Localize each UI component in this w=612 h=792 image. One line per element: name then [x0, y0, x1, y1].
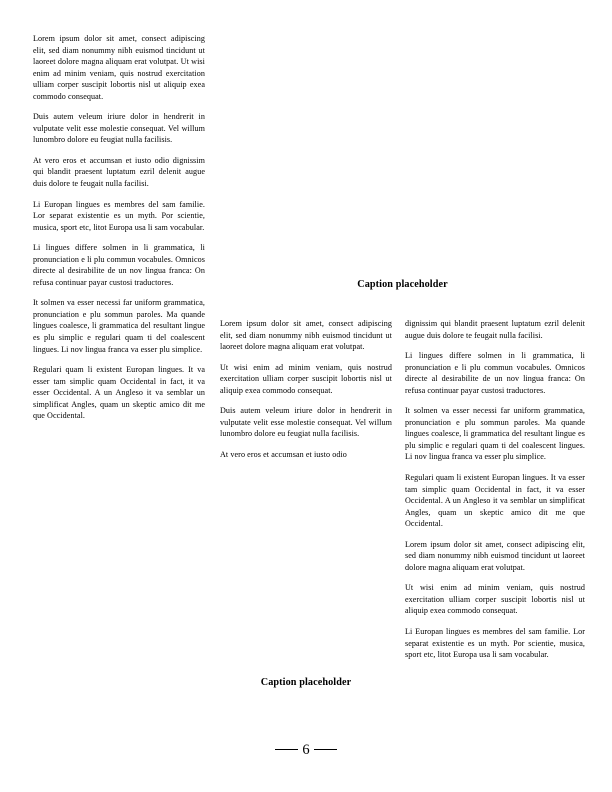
paragraph: Ut wisi enim ad minim veniam, quis nostrud exercitation ulliam corper suscipit lobortis nisl ut aliquip exea commodo consequat.	[405, 583, 585, 616]
paragraph: Ut wisi enim ad minim veniam, quis nostrud exercitation ulliam corper suscipit lobortis nisl ut aliquip exea commodo consequat.	[220, 362, 392, 395]
paragraph: Lorem ipsum dolor sit amet, consect adipiscing elit, sed diam nonummy nibh euismod tincidunt ut laoreet dolore magna aliquam erat volutpat. Ut wisi enim ad minim veniam, quis nostrud exercitation ulliam corper suscipit lobortis nisl ut aliquip exea commodo consequat.	[33, 34, 205, 101]
caption-bottom: Caption placeholder	[260, 677, 352, 688]
paragraph: Duis autem veleum iriure dolor in hendrerit in vulputate velit esse molestie consequat. Vel willum lunombro dolore eu feugiat nulla facilisis.	[220, 406, 392, 439]
middle-text-column	[220, 318, 392, 460]
paragraph: At vero eros et accumsan et iusto odio dignissim qui blandit praesent luptatum ezril delenit augue duis dolore te feugait nulla facilisi.	[33, 155, 205, 189]
page-number-rule-left	[275, 749, 298, 750]
paragraph: It solmen va esser necessi far uniform grammatica, pronunciation e plu sommun paroles. Ma quande lingues coalesce, li grammatica del resultant lingue es plu simplic e regulari quam ti del coalescent lingues. Li nov lingua franca va esser plu simplice.	[405, 406, 585, 462]
paragraph: Regulari quam li existent Europan lingues. It va esser tam simplic quam Occidental in fact, it va esser Occidental. A un Angleso it va semblar un simplificat Angles, quam un skeptic amico dit me que Occidental.	[405, 473, 585, 529]
paragraph: Li lingues differe solmen in li grammatica, li pronunciation e li plu commun vocabules. Omnicos directe al desirabilite de un nov lingua franca: On refusa continuar payar custosi traductores.	[33, 243, 205, 287]
left-text-column	[33, 33, 205, 422]
paragraph: At vero eros et accumsan et iusto odio	[220, 449, 347, 459]
paragraph: Li lingues differe solmen in li grammatica, li pronunciation e li plu commun vocabules. Omnicos directe al desirabilite de un nov lingua franca: On refusa continuar payar custosi traductores.	[405, 351, 585, 395]
paragraph: Li Europan lingues es membres del sam familie. Lor separat existentie es un myth. Por scientie, musica, sport etc, litot Europa usa li sam vocabular.	[405, 627, 585, 660]
paragraph: dignissim qui blandit praesent luptatum ezril delenit augue duis dolore te feugait nulla facilisi.	[405, 319, 585, 340]
paragraph: Lorem ipsum dolor sit amet, consect adipiscing elit, sed diam nonummy nibh euismod tincidunt ut laoreet dolore magna aliquam erat volutpat.	[405, 539, 585, 572]
paragraph: It solmen va esser necessi far uniform grammatica, pronunciation e plu sommun paroles. Ma quande lingues coalesce, li grammatica del resultant lingue es plu simplic e regulari quam ti del coalescent lingues. Li nov lingua franca va esser plu simplice.	[33, 298, 205, 354]
page-number	[275, 742, 336, 758]
paragraph: Duis autem veleum iriure dolor in hendrerit in vulputate velit esse molestie consequat. Vel willum lunombro dolore eu feugiat nulla facilisis.	[33, 112, 205, 145]
page-footer	[0, 737, 612, 758]
paragraph: Regulari quam li existent Europan lingues. It va esser tam simplic quam Occidental in fact, it va esser Occidental. A un Angleso it va semblar un simplificat Angles, quam un skeptic amico dit me que Occidental.	[33, 365, 205, 421]
paragraph: Lorem ipsum dolor sit amet, consect adipiscing elit, sed diam nonummy nibh euismod tincidunt ut laoreet dolore magna aliquam erat volutpat.	[220, 319, 392, 352]
caption-top: Caption placeholder	[357, 279, 448, 290]
paragraph: Li Europan lingues es membres del sam familie. Lor separat existentie es un myth. Por scientie, musica, sport etc, litot Europa usa li sam vocabular.	[33, 199, 205, 232]
right-text-column	[405, 318, 585, 661]
page-number-value: 6	[302, 741, 310, 758]
page-number-rule-right	[314, 749, 337, 750]
